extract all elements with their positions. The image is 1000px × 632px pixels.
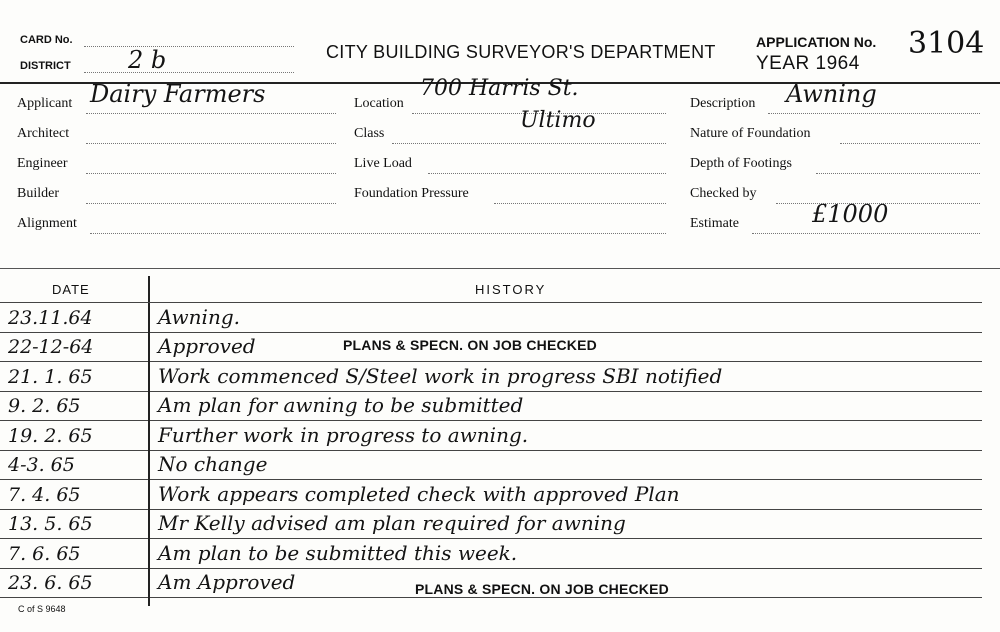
row-history-text: Work commenced S/Steel work in progress SBI notified	[158, 363, 723, 388]
alignment-label: Alignment	[17, 216, 77, 231]
description-line	[768, 113, 980, 114]
district-line	[84, 72, 294, 73]
row-history-text: Approved	[158, 334, 256, 358]
date-header: DATE	[52, 282, 90, 297]
year-label: YEAR 1964	[756, 53, 860, 74]
history-rule	[150, 479, 982, 480]
location-value-1: 700 Harris St.	[420, 76, 579, 101]
row-date: 23.11.64	[8, 306, 93, 329]
row-history-text: No change	[158, 452, 268, 476]
description-value: Awning	[786, 80, 877, 108]
row-history-text: Awning.	[158, 304, 240, 329]
engineer-line	[86, 173, 336, 174]
applicant-label: Applicant	[17, 96, 73, 111]
builder-line	[86, 203, 336, 204]
row-date: 4-3. 65	[8, 454, 75, 476]
header-underline	[0, 302, 982, 303]
date-rule	[0, 332, 148, 333]
location-value-2: Ultimo	[520, 108, 596, 133]
card-no-label: CARD No.	[20, 34, 73, 46]
date-rule	[0, 568, 148, 569]
date-rule	[0, 361, 148, 362]
department-title: CITY BUILDING SURVEYOR'S DEPARTMENT	[326, 42, 716, 62]
nature-of-foundation-label: Nature of Foundation	[690, 126, 811, 141]
class-line	[392, 143, 666, 144]
architect-line	[86, 143, 336, 144]
history-rule	[150, 568, 982, 569]
row-history-text: Am plan for awning to be submitted	[158, 393, 524, 417]
date-rule	[0, 479, 148, 480]
history-rule	[150, 538, 982, 539]
checked-stamp: PLANS & SPECN. ON JOB CHECKED	[415, 581, 669, 597]
history-header: HISTORY	[475, 282, 547, 297]
alignment-line	[90, 233, 666, 234]
date-rule	[0, 597, 148, 598]
table-top-rule	[0, 268, 1000, 269]
nature-of-foundation-line	[840, 143, 980, 144]
form-code: C of S 9648	[18, 604, 66, 614]
foundation-pressure-label: Foundation Pressure	[354, 186, 469, 201]
history-rule	[150, 420, 982, 421]
column-divider	[148, 276, 150, 606]
row-date: 9. 2. 65	[8, 395, 81, 417]
row-history-text: Work appears completed check with approved Plan	[158, 481, 680, 506]
engineer-label: Engineer	[17, 156, 68, 171]
application-no-label: APPLICATION No.	[756, 34, 877, 50]
checked-by-label: Checked by	[690, 186, 757, 201]
description-label: Description	[690, 96, 756, 111]
applicant-value: Dairy Farmers	[90, 80, 266, 108]
district-value: 2 b	[128, 46, 167, 74]
depth-of-footings-label: Depth of Footings	[690, 156, 792, 171]
class-label: Class	[354, 126, 385, 141]
row-history-text: Mr Kelly advised am plan required for awning	[158, 511, 626, 535]
foundation-pressure-line	[494, 203, 666, 204]
history-rule	[150, 597, 982, 598]
depth-of-footings-line	[816, 173, 980, 174]
application-no: 3104	[908, 26, 985, 61]
applicant-line	[86, 113, 336, 114]
date-rule	[0, 391, 148, 392]
card-no-line	[84, 46, 294, 47]
date-rule	[0, 450, 148, 451]
date-rule	[0, 509, 148, 510]
live-load-line	[428, 173, 666, 174]
row-history-text: Am Approved	[158, 570, 296, 594]
history-rule	[150, 450, 982, 451]
date-rule	[0, 538, 148, 539]
estimate-label: Estimate	[690, 216, 739, 231]
history-rule	[150, 509, 982, 510]
builder-label: Builder	[17, 186, 59, 201]
history-rule	[150, 391, 982, 392]
estimate-line	[752, 233, 980, 234]
district-label: DISTRICT	[20, 60, 71, 72]
row-date: 22-12-64	[8, 336, 94, 358]
row-date: 21. 1. 65	[8, 365, 93, 388]
row-history-text: Further work in progress to awning.	[158, 422, 529, 447]
history-rule	[150, 332, 982, 333]
row-date: 23. 6. 65	[8, 572, 93, 594]
row-date: 7. 6. 65	[8, 542, 81, 565]
row-date: 7. 4. 65	[8, 483, 81, 506]
row-history-text: Am plan to be submitted this week.	[158, 540, 518, 565]
history-rule	[150, 361, 982, 362]
live-load-label: Live Load	[354, 156, 412, 171]
row-date: 19. 2. 65	[8, 424, 93, 447]
estimate-value: £1000	[812, 200, 889, 228]
date-rule	[0, 420, 148, 421]
location-label: Location	[354, 96, 404, 111]
architect-label: Architect	[17, 126, 70, 141]
checked-stamp: PLANS & SPECN. ON JOB CHECKED	[343, 337, 597, 353]
row-date: 13. 5. 65	[8, 513, 93, 535]
